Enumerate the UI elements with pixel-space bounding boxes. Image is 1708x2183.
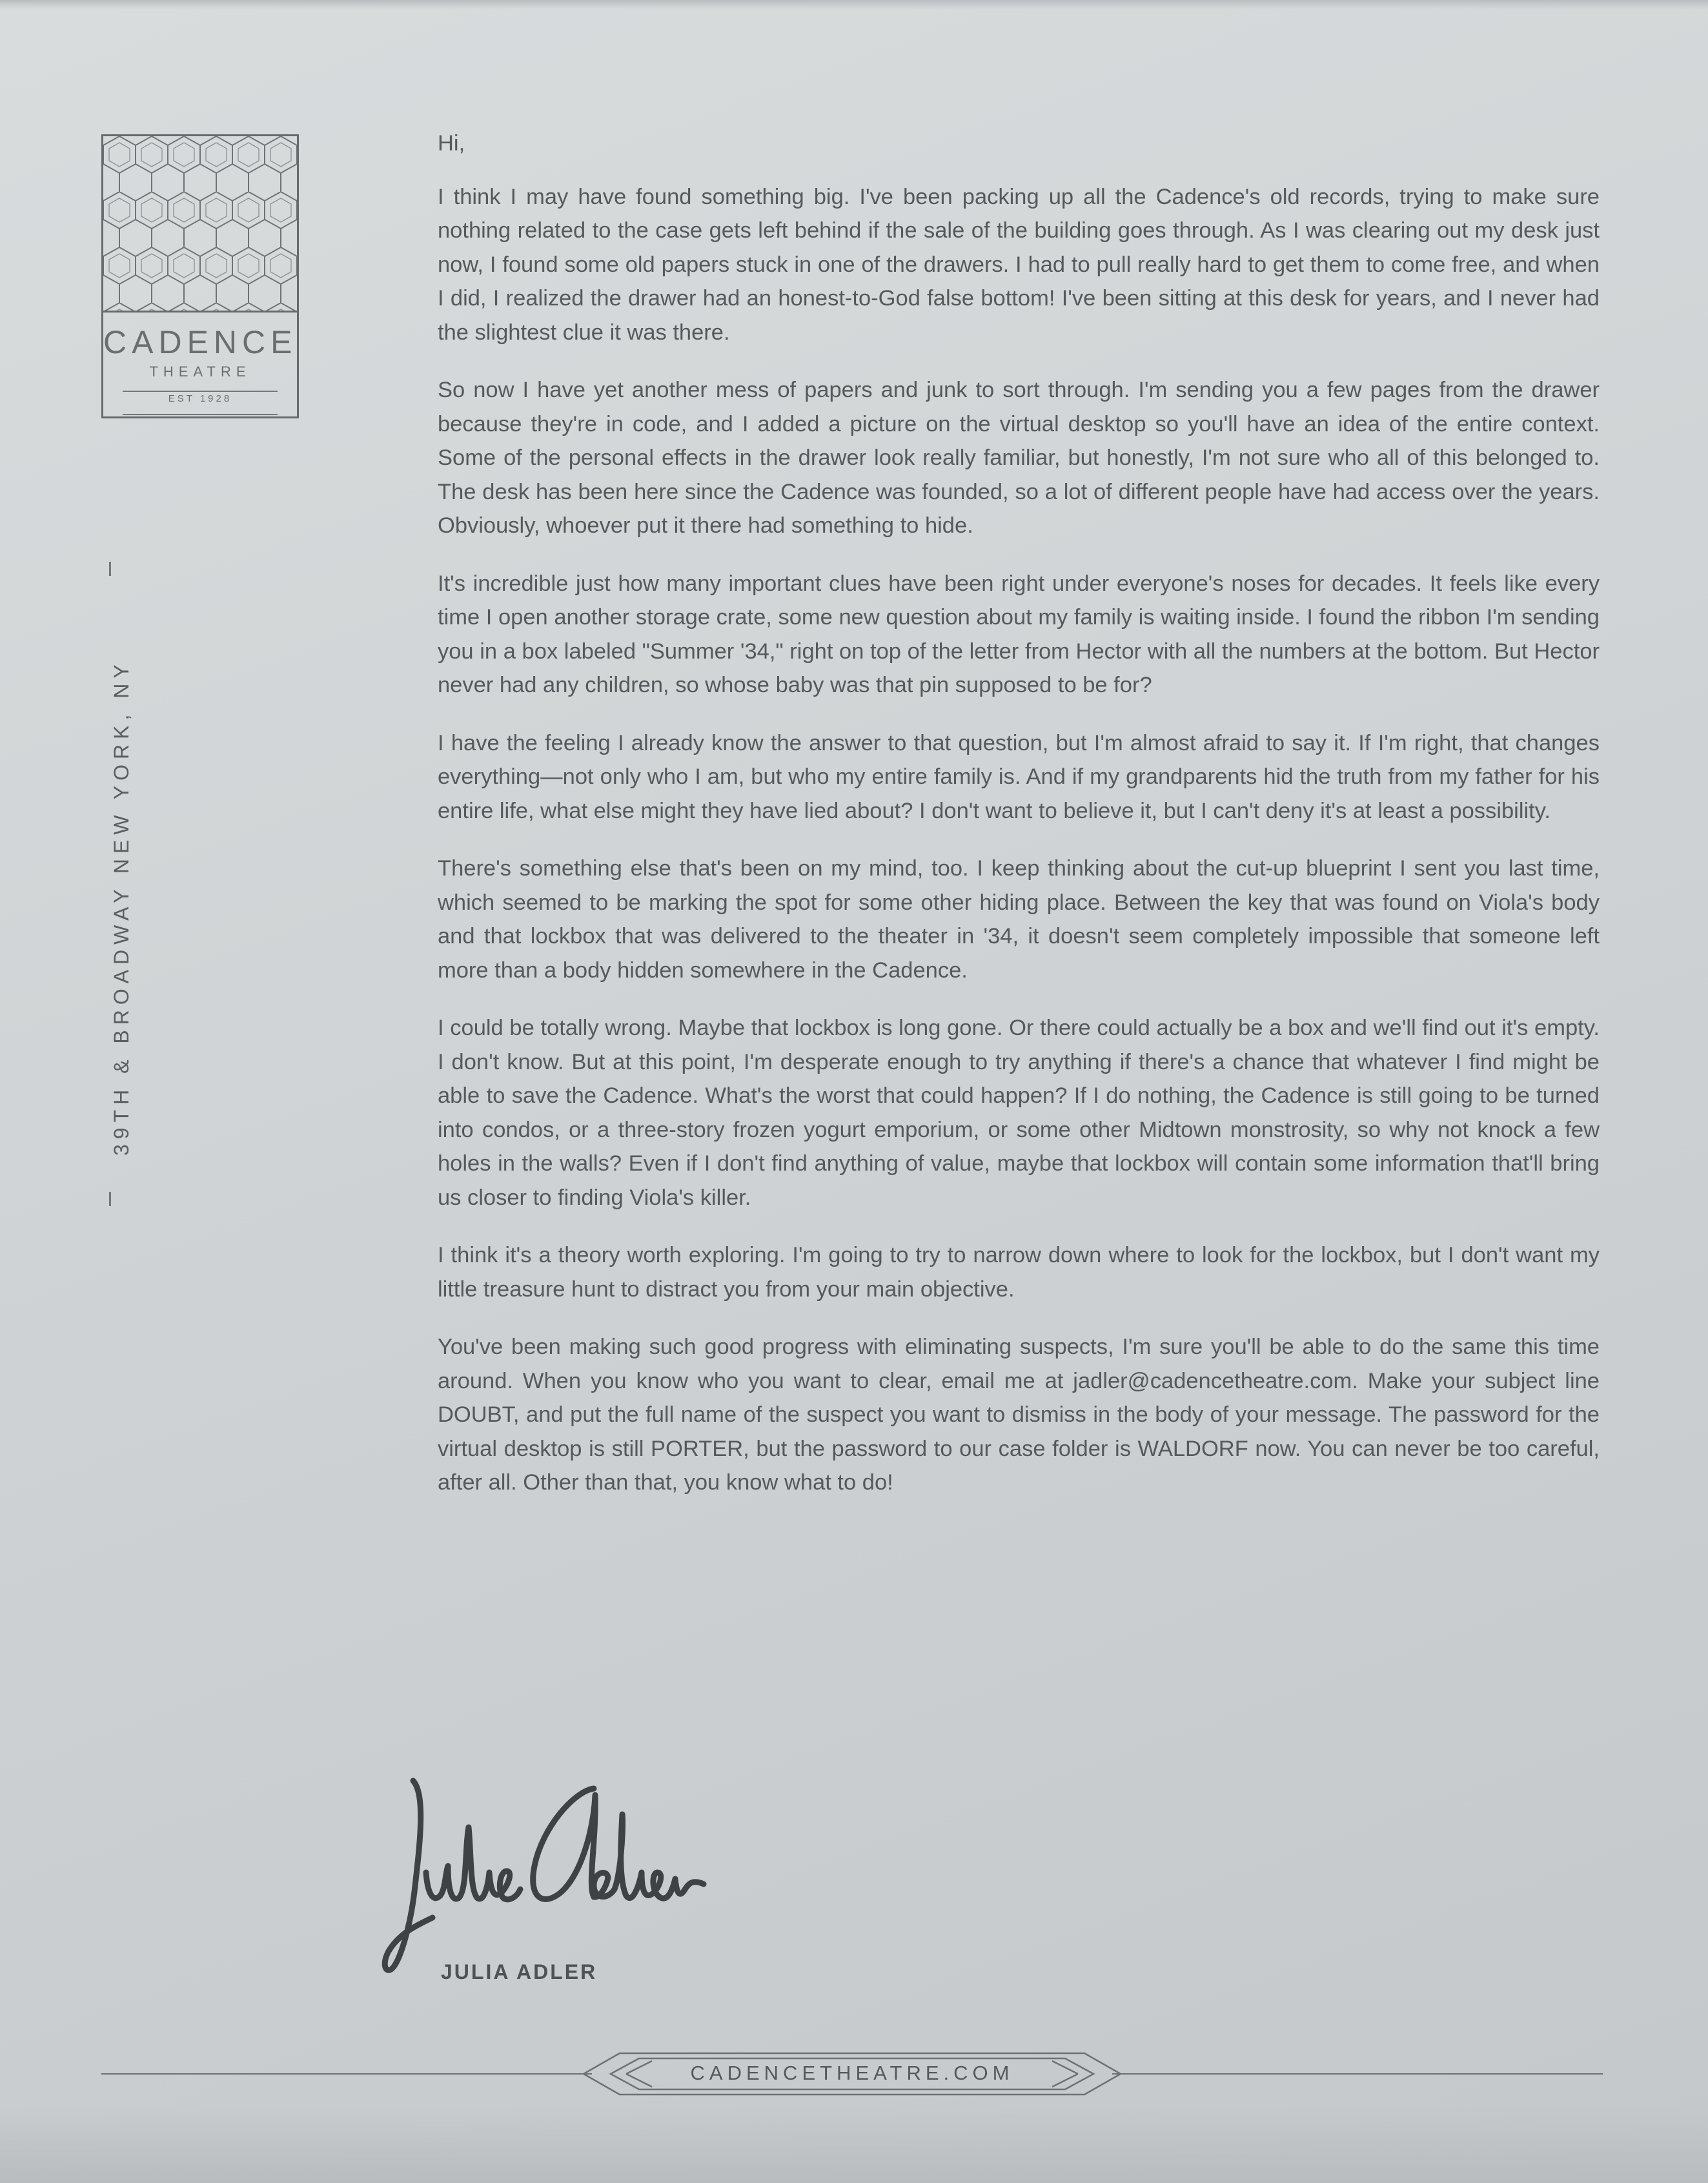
logo-established: EST 1928 bbox=[168, 393, 232, 404]
website-link[interactable]: CADENCETHEATRE.COM bbox=[690, 2062, 1014, 2084]
footer-rule-right bbox=[1112, 2073, 1603, 2075]
footer-rule-left bbox=[101, 2073, 592, 2075]
handwritten-signature bbox=[381, 1769, 717, 1982]
paragraph-3: It's incredible just how many important clues have been right under everyone's noses for decades. It feels like every time I open another storage crate, some new question about my family is waiting inside. I found the ribbon I'm sending you in a box labeled "Summer '34," right on top of the letter from Hector with all the numbers at the bottom. But Hector never had any children, so whose baby was that pin supposed to be for? bbox=[438, 571, 1600, 697]
cadence-theatre-logo bbox=[101, 134, 299, 418]
logo-name: CADENCE bbox=[103, 324, 298, 360]
greeting: Hi, bbox=[438, 131, 465, 156]
paragraph-2: So now I have yet another mess of papers and junk to sort through. I'm sending you a few pages from the drawer because they're in code, and I added a picture on the virtual desktop so you'll have an idea of the entire context. Some of the personal effects in the drawer look really familiar, but honestly, I'm not sure who all of this belonged to. The desk has been here since the Cadence was founded, so a lot of different people have had access over the years. Obviously, whoever put it there had something to hide. bbox=[438, 378, 1600, 538]
paragraph-5: There's something else that's been on my mind, too. I keep thinking about the cut-up blueprint I sent you last time, which seemed to be marking the spot for some other hiding place. Between the key that was found on Viola's body and that lockbox that was delivered to the theater in '34, it doesn't seem completely impossible that someone left more than a body hidden somewhere in the Cadence. bbox=[438, 856, 1600, 983]
address-divider-bottom bbox=[109, 1192, 111, 1206]
logo-subtitle: THEATRE bbox=[149, 364, 251, 380]
paragraph-7: I think it's a theory worth exploring. I'm going to try to narrow down where to look for the lockbox, but I don't want my little treasure hunt to distract you from your main objective. bbox=[438, 1243, 1600, 1302]
paragraph-4: I have the feeling I already know the answer to that question, but I'm almost afraid to say it. If I'm right, that changes everything—not only who I am, but who my entire family is. And if my grandparents hid the truth from my father for his entire life, what else might they have lied about? I don't want to believe it, but I can't deny it's at least a possibility. bbox=[438, 730, 1600, 823]
letter-body bbox=[438, 127, 1600, 1524]
signer-name: JULIA ADLER bbox=[441, 1960, 598, 1983]
theatre-address: 39TH & BROADWAY NEW YORK, NY bbox=[110, 659, 133, 1156]
address-divider-top bbox=[109, 562, 111, 576]
paragraph-1: I think I may have found something big. I've been packing up all the Cadence's old records, trying to make sure nothing related to the case gets left behind if the sale of the building goes through. As I was clearing out my desk just now, I found some old papers stuck in one of the drawers. I had to pull really hard to get them to come free, and when I did, I realized the drawer had an honest-to-God false bottom! I've been sitting at this desk for years, and I never had the slightest clue it was there. bbox=[438, 184, 1600, 345]
paragraph-8: You've been making such good progress with eliminating suspects, I'm sure you'll be able to do the same this time around. When you know who you want to clear, email me at jadler@cadencetheatre.com. Make your subject line DOUBT, and put the full name of the suspect you want to dismiss in the body of your message. The password for the virtual desktop is still PORTER, but the password to our case folder is WALDORF now. You can never be too careful, after all. Other than that, you know what to do! bbox=[438, 1335, 1600, 1495]
paragraph-6: I could be totally wrong. Maybe that lockbox is long gone. Or there could actually be a box and we'll find out it's empty. I don't know. But at this point, I'm desperate enough to try anything if there's a chance that whatever I find might be able to save the Cadence. What's the worst that could happen? If I do nothing, the Cadence is still going to be turned into condos, or a three-story frozen yogurt emporium, or some other Midtown monstrosity, so why not knock a few holes in the walls? Even if I don't find anything of value, maybe that lockbox will contain some information that'll bring us closer to finding Viola's killer. bbox=[438, 1016, 1600, 1210]
hexagon-pattern bbox=[103, 136, 297, 313]
